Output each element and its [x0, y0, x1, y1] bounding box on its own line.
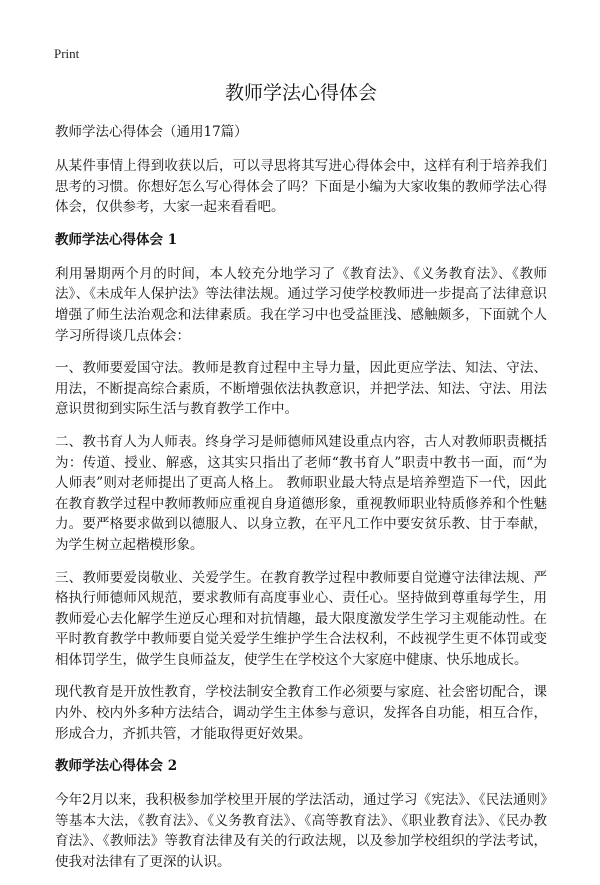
- document-body: [55, 72, 547, 885]
- section1-paragraph-4: 三、教师要爱岗敬业、关爱学生。在教育教学过程中教师要自觉遵守法律法规、严格执行师德师风规范，要求教师有高度事业心、责任心。坚持做到尊重每学生，用教师爱心去化解学生逆反心理和对抗情趣，最大限度激发学生学习主观能动性。在平时教育教学中教师要自觉关爱学生维护学生合法权利，不歧视学生更不体罚或变相体罚学生，做学生良师益友，使学生在学校这个大家庭中健康、快乐地成长。: [55, 569, 547, 668]
- page-title: 教师学法心得体会: [224, 82, 377, 104]
- section2-paragraph-1: 今年2月以来，我积极参加学校里开展的学法活动，通过学习《宪法》、《民法通则》等基本大法，《教育法》、《义务教育法》、《高等教育法》、《职业教育法》、《民办教育法》、《教师法》等教育法律及有关的行政法规，以及参加学校组织的学法考试，使我对法律有了更深的认识。: [55, 792, 547, 871]
- document-subtitle: 教师学法心得体会（通用17篇）: [55, 124, 248, 140]
- section1-paragraph-3: 二、教书育人为人师表。终身学习是师德师风建设重点内容，古人对教师职责概括为：传道、授业、解惑，这其实只指出了老师“教书育人”职责中教书一面，而“为人师表”则对老师提出了更高人格上。 教师职业最大特点是培养塑造下一代，因此在教育教学过程中教师教师应重视自身道德形象，重视教师职业特质修养和个性魅力。要严格要求做到以德服人、以身立教，在平凡工作中要安贫乐教、甘于奉献，为学生树立起楷模形象。: [55, 433, 547, 553]
- intro-paragraph: 从某件事情上得到收获以后，可以寻思将其写进心得体会中，这样有利于培养我们思考的习惯。你想好怎么写心得体会了吗？下面是小编为大家收集的教师学法心得体会，仅供参考，大家一起来看看吧。: [55, 158, 547, 216]
- section1-paragraph-2: 一、教师要爱国守法。教师是教育过程中主导力量，因此更应学法、知法、守法、用法，不断提高综合素质，不断增强依法执教意识，并把学法、知法、守法、用法意识贯彻到实际生活与教育教学工作中。: [55, 360, 547, 418]
- print-link[interactable]: Print: [54, 46, 80, 61]
- section1-paragraph-5: 现代教育是开放性教育，学校法制安全教育工作必须要与家庭、社会密切配合，课内外、校内外多种方法结合，调动学生主体参与意识，发挥各自功能，相互合作，形成合力，齐抓共管，才能取得更好效果。: [55, 684, 547, 742]
- section1-paragraph-1: 利用暑期两个月的时间，本人较充分地学习了《教育法》、《义务教育法》、《教师法》、《未成年人保护法》等法律法规。通过学习使学校教师进一步提高了法律意识增强了师生法治观念和法律素质。我在学习中也受益匪浅、感触颇多，下面就个人学习所得谈几点体会：: [55, 265, 547, 344]
- section-heading-1: 教师学法心得体会 1: [55, 231, 178, 248]
- section-heading-2: 教师学法心得体会 2: [55, 758, 178, 775]
